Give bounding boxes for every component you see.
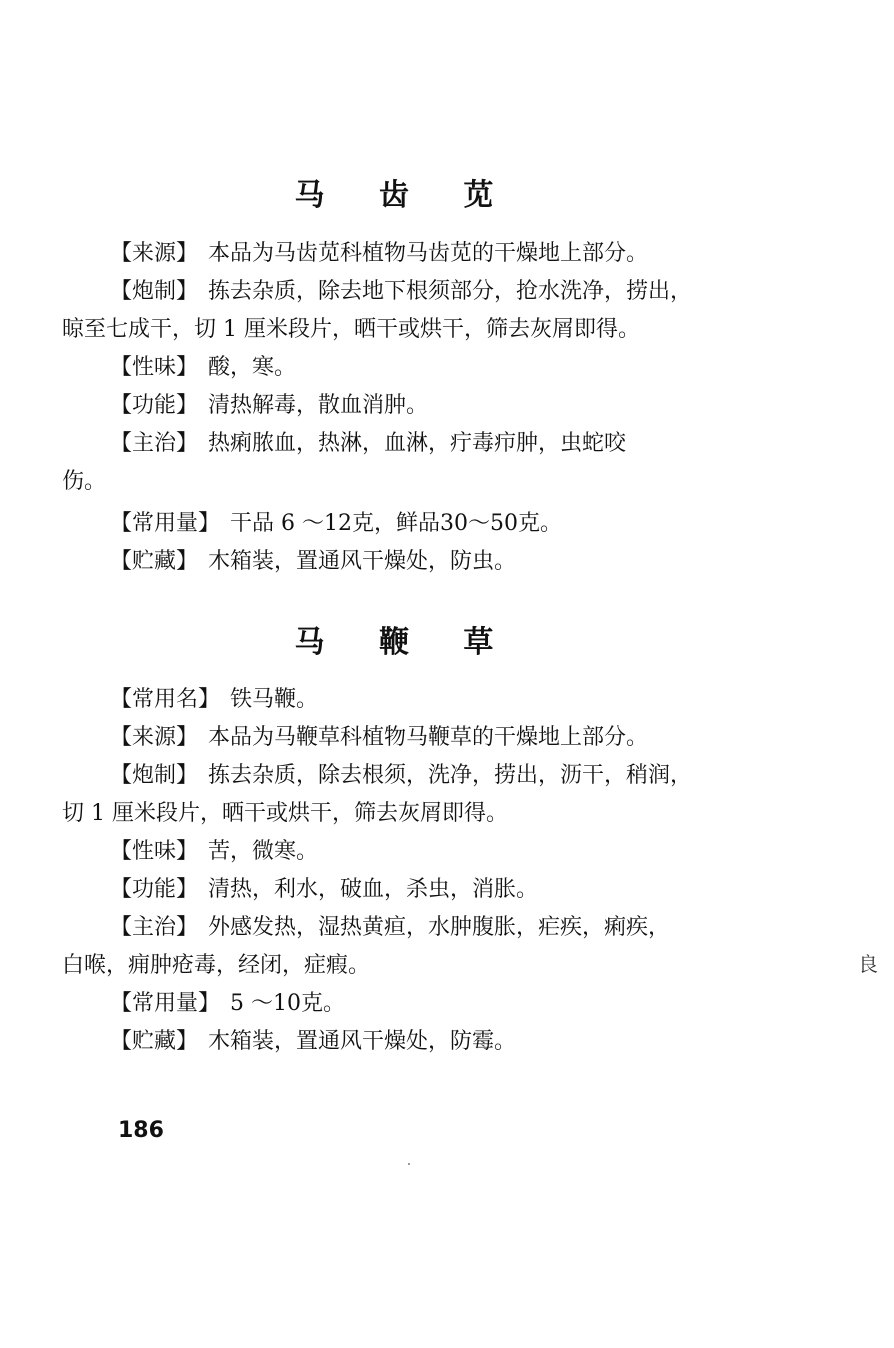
dose-tag: 【常用量】 [110, 511, 221, 536]
nature-text: 酸，寒。 [208, 355, 297, 380]
entry1-dose [110, 506, 562, 537]
source-tag: 【来源】 [110, 241, 199, 266]
indication-tag: 【主治】 [110, 915, 199, 940]
storage-tag: 【贮藏】 [110, 1029, 199, 1054]
page-number: 186 [118, 1118, 164, 1143]
nature-text: 苦，微寒。 [208, 839, 319, 864]
entry2-process [110, 758, 692, 789]
entry-title-portulaca: 马 齿 苋 [294, 178, 516, 213]
entry1-process [110, 274, 692, 305]
alias-tag: 【常用名】 [110, 687, 221, 712]
entry2-process-cont: 切 1 厘米段片，晒干或烘干，筛去灰屑即得。 [62, 801, 508, 826]
storage-text: 木箱装，置通风干燥处，防虫。 [208, 549, 517, 574]
indication-tag: 【主治】 [110, 431, 199, 456]
scan-speck [408, 1163, 410, 1165]
dose-tag: 【常用量】 [110, 991, 221, 1016]
entry2-indication [110, 910, 670, 941]
entry1-nature [110, 350, 296, 381]
process-tag: 【炮制】 [110, 763, 199, 788]
source-text: 本品为马鞭草科植物马鞭草的干燥地上部分。 [208, 725, 649, 750]
process-tag: 【炮制】 [110, 279, 199, 304]
function-tag: 【功能】 [110, 393, 199, 418]
entry1-indication [110, 426, 626, 457]
indication-text: 热痢脓血，热淋，血淋，疔毒疖肿，虫蛇咬 [208, 431, 627, 456]
nature-tag: 【性味】 [110, 355, 199, 380]
source-tag: 【来源】 [110, 725, 199, 750]
function-text: 清热解毒，散血消肿。 [208, 393, 429, 418]
storage-text: 木箱装，置通风干燥处，防霉。 [208, 1029, 517, 1054]
nature-tag: 【性味】 [110, 839, 199, 864]
function-tag: 【功能】 [110, 877, 199, 902]
dose-text: 5 ～10克。 [230, 991, 346, 1016]
entry2-indication-cont: 白喉，痈肿疮毒，经闭，症瘕。 [62, 953, 371, 978]
entry1-indication-cont: 伤。 [62, 469, 107, 494]
entry1-process-cont: 晾至七成干，切 1 厘米段片，晒干或烘干，筛去灰屑即得。 [62, 317, 640, 342]
bleed-through-character: 良 [858, 952, 878, 976]
entry-title-verbena: 马 鞭 草 [294, 625, 516, 660]
entry1-storage [110, 544, 516, 575]
function-text: 清热，利水，破血，杀虫，消胀。 [208, 877, 539, 902]
entry1-source [110, 236, 648, 267]
alias-text: 铁马鞭。 [230, 687, 319, 712]
process-text: 拣去杂质，除去地下根须部分，抢水洗净，捞出， [208, 279, 693, 304]
storage-tag: 【贮藏】 [110, 549, 199, 574]
entry2-function [110, 872, 538, 903]
dose-text: 干品 6 ～12克，鲜品30～50克。 [230, 511, 562, 536]
entry2-storage [110, 1024, 516, 1055]
entry2-alias [110, 682, 318, 713]
indication-text: 外感发热，湿热黄疸，水肿腹胀，疟疾，痢疾， [208, 915, 671, 940]
source-text: 本品为马齿苋科植物马齿苋的干燥地上部分。 [208, 241, 649, 266]
entry1-function [110, 388, 428, 419]
entry2-source [110, 720, 648, 751]
entry2-nature [110, 834, 318, 865]
process-text: 拣去杂质，除去根须，洗净，捞出，沥干，稍润， [208, 763, 693, 788]
entry2-dose [110, 986, 345, 1017]
